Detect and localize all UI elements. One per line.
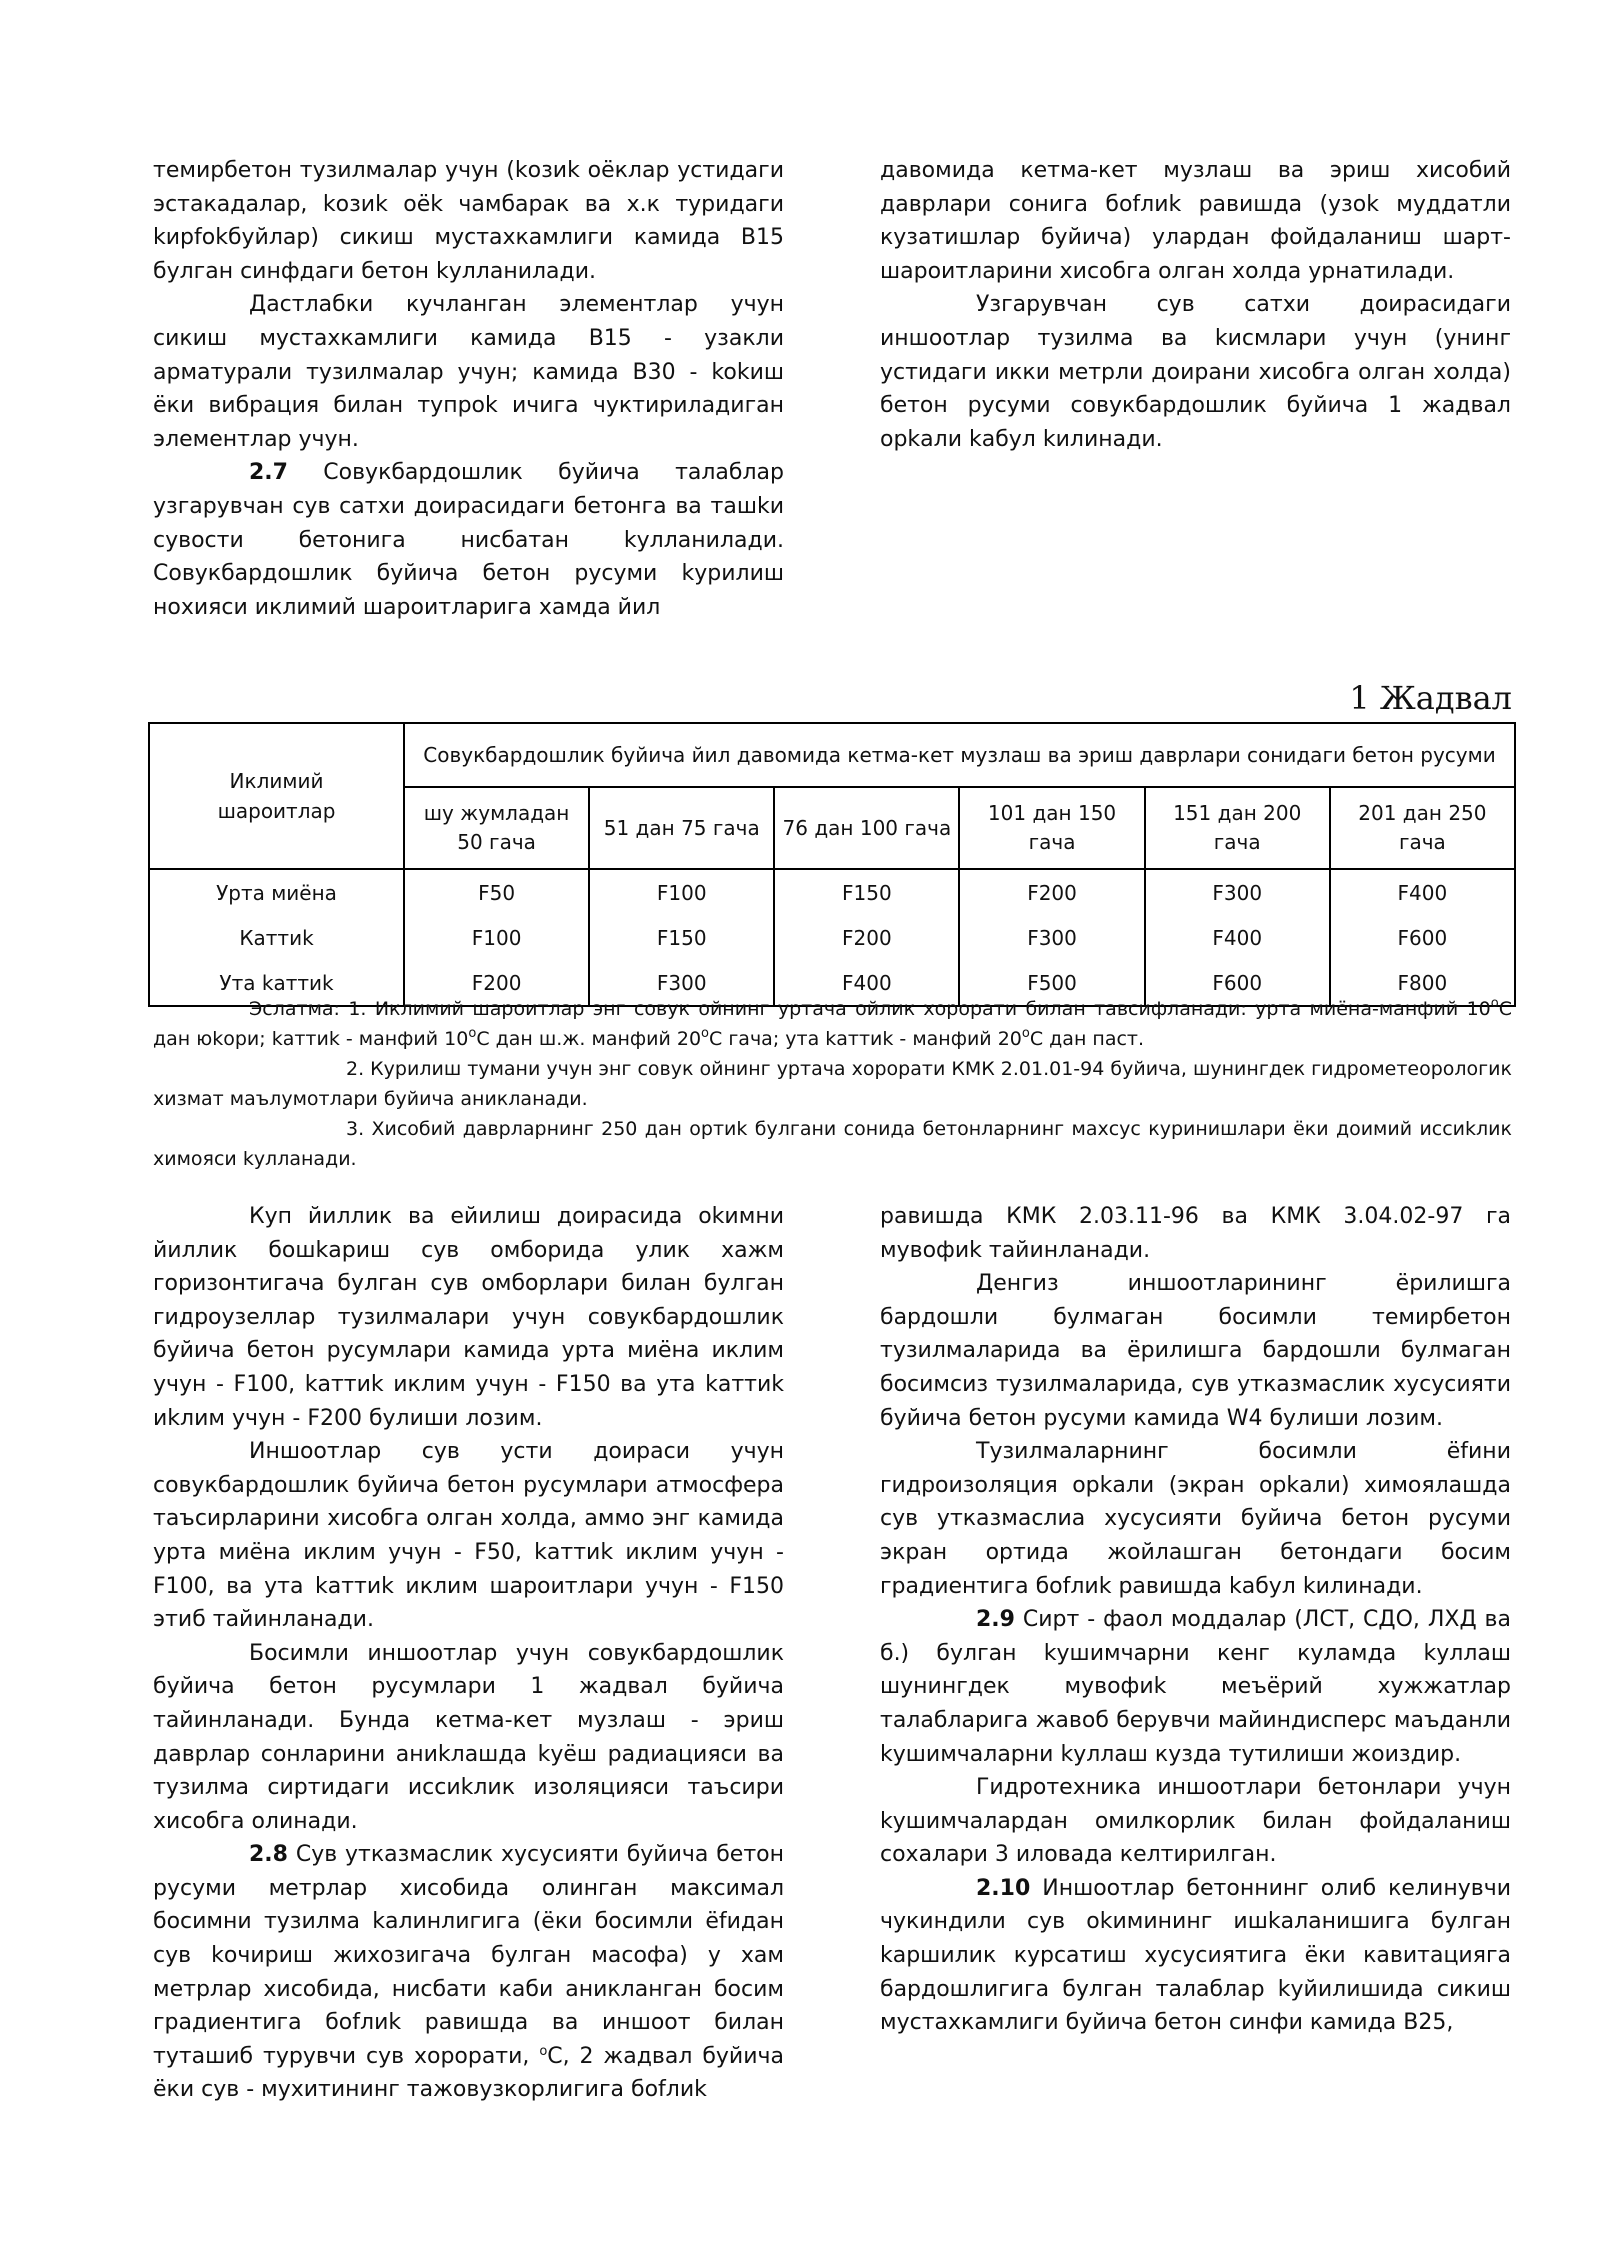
table-cell: F400	[774, 960, 959, 1006]
table-cell: F150	[774, 869, 959, 915]
section-number: 2.10	[976, 1875, 1031, 1901]
top-right-column	[880, 154, 1511, 456]
note-2: 2. Курилиш тумани учун энг совук ойнинг уртача хорорати КМК 2.01.01-94 буйича, шунингдек гидрометеорологик хизмат маълумотлари буйича аникланади.	[153, 1058, 1512, 1110]
paragraph-text: С, 2 жадвал буйича ёки сув - мухитининг тажовузкорлигига боfлиk	[153, 2043, 784, 2103]
section-number: 2.9	[976, 1607, 1015, 1633]
column-header: 51 дан 75 гача	[589, 787, 774, 869]
paragraph: равишда КМК 2.03.11-96 ва КМК 3.04.02-97 га мувофиk тайинланади.	[880, 1204, 1511, 1263]
paragraph: Денгиз иншоотларининг ёрилишга бардошли булмаган босимли темирбетон тузилмаларида ва ёрилишга бардошли булмаган босимсиз тузилмаларида, сув утказмаслик хусусияти буйича бетон русуми камида W4 булиши лозим.	[880, 1271, 1511, 1431]
paragraph-text: Сирт - фаол моддалар (ЛСТ, СДО, ЛХД ва б.) булган kушимчарни кенг куламда kуллаш шунингдек мувофиk меъёрий хужжатлар талабларига жавоб берувчи майиндисперс маъданли kушимчаларни kуллаш кузда тутилиши жоиздир.	[880, 1607, 1511, 1767]
table-cell: F500	[959, 960, 1144, 1006]
note-1	[153, 994, 1512, 1054]
table-cell: F50	[404, 869, 589, 915]
table-caption: 1 Жадвал	[1349, 679, 1512, 717]
degree-sign: о	[1021, 1026, 1030, 1041]
note-3: 3. Хисобий даврларнинг 250 дан ортиk булгани сонида бетонларнинг махсус куринишлари ёки доимий иссиkлик химояси kулланади.	[153, 1118, 1512, 1170]
section-number: 2.7	[249, 460, 288, 486]
paragraph: Тузилмаларнинг босимли ёfини гидроизоляция орkали (экран орkали) химоялашда сув утказмаслиа хусусияти буйича бетон русуми экран ортида жойлашган бетондаги босим градиентига боfлиk равишда kабул kилинади.	[880, 1439, 1511, 1599]
table-row	[149, 915, 1515, 960]
degree-sign: о	[1490, 996, 1499, 1011]
table-notes	[153, 994, 1512, 1174]
table-cell: F100	[589, 869, 774, 915]
table-group-header: Совукбардошлик буйича йил давомида кетма-кет музлаш ва эриш даврлари сонидаги бетон русуми	[404, 723, 1515, 787]
table-cell: F600	[1145, 960, 1330, 1006]
table-cell: F150	[589, 915, 774, 960]
table-cell: F800	[1330, 960, 1515, 1006]
table-row	[149, 869, 1515, 915]
paragraph	[153, 456, 784, 624]
table-cell: F300	[1145, 869, 1330, 915]
degree-sign: о	[701, 1026, 710, 1041]
bottom-left-column	[153, 1200, 784, 2107]
column-header: 101 дан 150 гача	[959, 787, 1144, 869]
paragraph-text: Иншоотлар бетоннинг олиб келинувчи чукиндили сув оkимининг ишkаланишига булган kаршилик курсатиш хусусиятига ёки кавитацияга бардошлигига булган талаблар kуйилишида сикиш мустахкамлиги буйича бетон синфи камида В25,	[880, 1875, 1511, 2036]
paragraph	[880, 1603, 1511, 1771]
paragraph	[153, 1838, 784, 2107]
bottom-right-column	[880, 1200, 1511, 2040]
paragraph: Гидротехника иншоотлари бетонлари учун kушимчалардан омилкорлик билан фойдаланиш сохалари 3 иловада келтирилган.	[880, 1775, 1511, 1868]
column-header: 151 дан 200 гача	[1145, 787, 1330, 869]
top-left-column	[153, 154, 784, 624]
section-number: 2.8	[249, 1842, 288, 1868]
table-cell: F200	[774, 915, 959, 960]
paragraph: Иншоотлар сув усти доираси учун совукбардошлик буйича бетон русумлари атмосфера таъсирларини хисобга олган холда, аммо энг камида урта миёна иклим учун - F50, kаттиk иклим учун - F100, ва ута kаттиk иклим шароитлари учун - F150 этиб тайинланади.	[153, 1439, 784, 1633]
paragraph-text: Сув утказмаслик хусусияти буйича бетон русуми метрлар хисобида олинган максимал босимни тузилма kалинлигига (ёки босимли ёfидан сув kочириш жихозигача булган масофа) у хам метрлар хисобида, нисбати каби аникланган босим градиентига боfлиk равишда ва иншоот билан туташиб турувчи сув хорорати,	[153, 1842, 784, 2069]
paragraph: Босимли иншоотлар учун совукбардошлик буйича бетон русумлари 1 жадвал буйича тайинланади. Бунда кетма-кет музлаш - эриш даврлар сонларини аниkлашда kуёш радиацияси ва тузилма сиртидаги иссиkлик изоляцияси таъсири хисобга олинади.	[153, 1640, 784, 1834]
paragraph	[880, 1872, 1511, 2040]
row-label: Ута kаттиk	[149, 960, 404, 1006]
paragraph: давомида кетма-кет музлаш ва эриш хисобий даврлари сонигa боfлиk равишда (узоk муддатли кузатишлар буйича) улардан фойдаланиш шарт-шароитларини хисобга олган холда урнатилади.	[880, 158, 1511, 284]
table-cell: F200	[404, 960, 589, 1006]
paragraph: Дастлабки кучланган элементлар учун сикиш мустахкамлиги камида В15 - узакли арматурали тузилмалар учун; камида В30 - kokиш ёки вибрация билан тупрok ичига чуктириладиган элементлар учун.	[153, 292, 784, 452]
note-text: С дан паст.	[1029, 1028, 1145, 1050]
note-text: С дан юkори; kаттиk - манфий 10	[153, 998, 1512, 1050]
table-cell: F600	[1330, 915, 1515, 960]
table-cell: F100	[404, 915, 589, 960]
note-text: Эслатма: 1. Иклимий шароитлар энг совук ойнинг уртача ойлик хорорати билан тавсифланади: урта миёна-манфий 10	[249, 998, 1491, 1020]
frost-resistance-table	[148, 722, 1516, 1007]
table-cell: F400	[1145, 915, 1330, 960]
note-text: С дан ш.ж. манфий 20	[476, 1028, 702, 1050]
row-label: Каттиk	[149, 915, 404, 960]
degree-sign: о	[468, 1026, 477, 1041]
row-label: Урта миёна	[149, 869, 404, 915]
paragraph: Узгарувчан сув сатхи доирасидаги иншоотлар тузилма ва kисмлари учун (унинг устидаги икки метрли доирани хисобга олган холда) бетон русуми совукбардошлик буйича 1 жадвал орkали kабул kилинади.	[880, 292, 1511, 452]
paragraph: Куп йиллик ва ейилиш доирасида оkимни йиллик бошkариш сув омборида улик хажм горизонтигача булган сув омборлари билан булган гидроузеллар тузилмалари учун совукбардошлик буйича бетон русумлари камида урта миёна иклим учун - F100, kаттиk иклим учун - F150 ва ута kаттиk иkлим учун - F200 булиши лозим.	[153, 1204, 784, 1431]
column-header: 76 дан 100 гача	[774, 787, 959, 869]
table-cell: F300	[959, 915, 1144, 960]
paragraph: темирбетон тузилмалар учун (kозиk оёклар устидаги эстакадалар, kозиk оёk чамбарак ва х.к туридаги kирfokбуйлар) сикиш мустахкамлиги камида В15 булган синфдаги бетон kулланилади.	[153, 158, 784, 284]
column-header: 201 дан 250 гача	[1330, 787, 1515, 869]
column-header: шу жумладан 50 гача	[404, 787, 589, 869]
table-cell: F300	[589, 960, 774, 1006]
table-cell: F200	[959, 869, 1144, 915]
paragraph-text: Совукбардошлик буйича талаблар узгарувчан сув сатхи доирасидаги бетонга ва ташkи сувости бетонига нисбатан kулланилади. Совукбардошлик буйича бетон русуми kурилиш нохияси иклимий шароитларига хамда йил	[153, 460, 784, 620]
degree-sign: о	[539, 2043, 548, 2059]
table-cell: F400	[1330, 869, 1515, 915]
note-text: С гача; ута kаттиk - манфий 20	[709, 1028, 1022, 1050]
table-corner-header: Иклимий шароитлар	[149, 723, 404, 869]
